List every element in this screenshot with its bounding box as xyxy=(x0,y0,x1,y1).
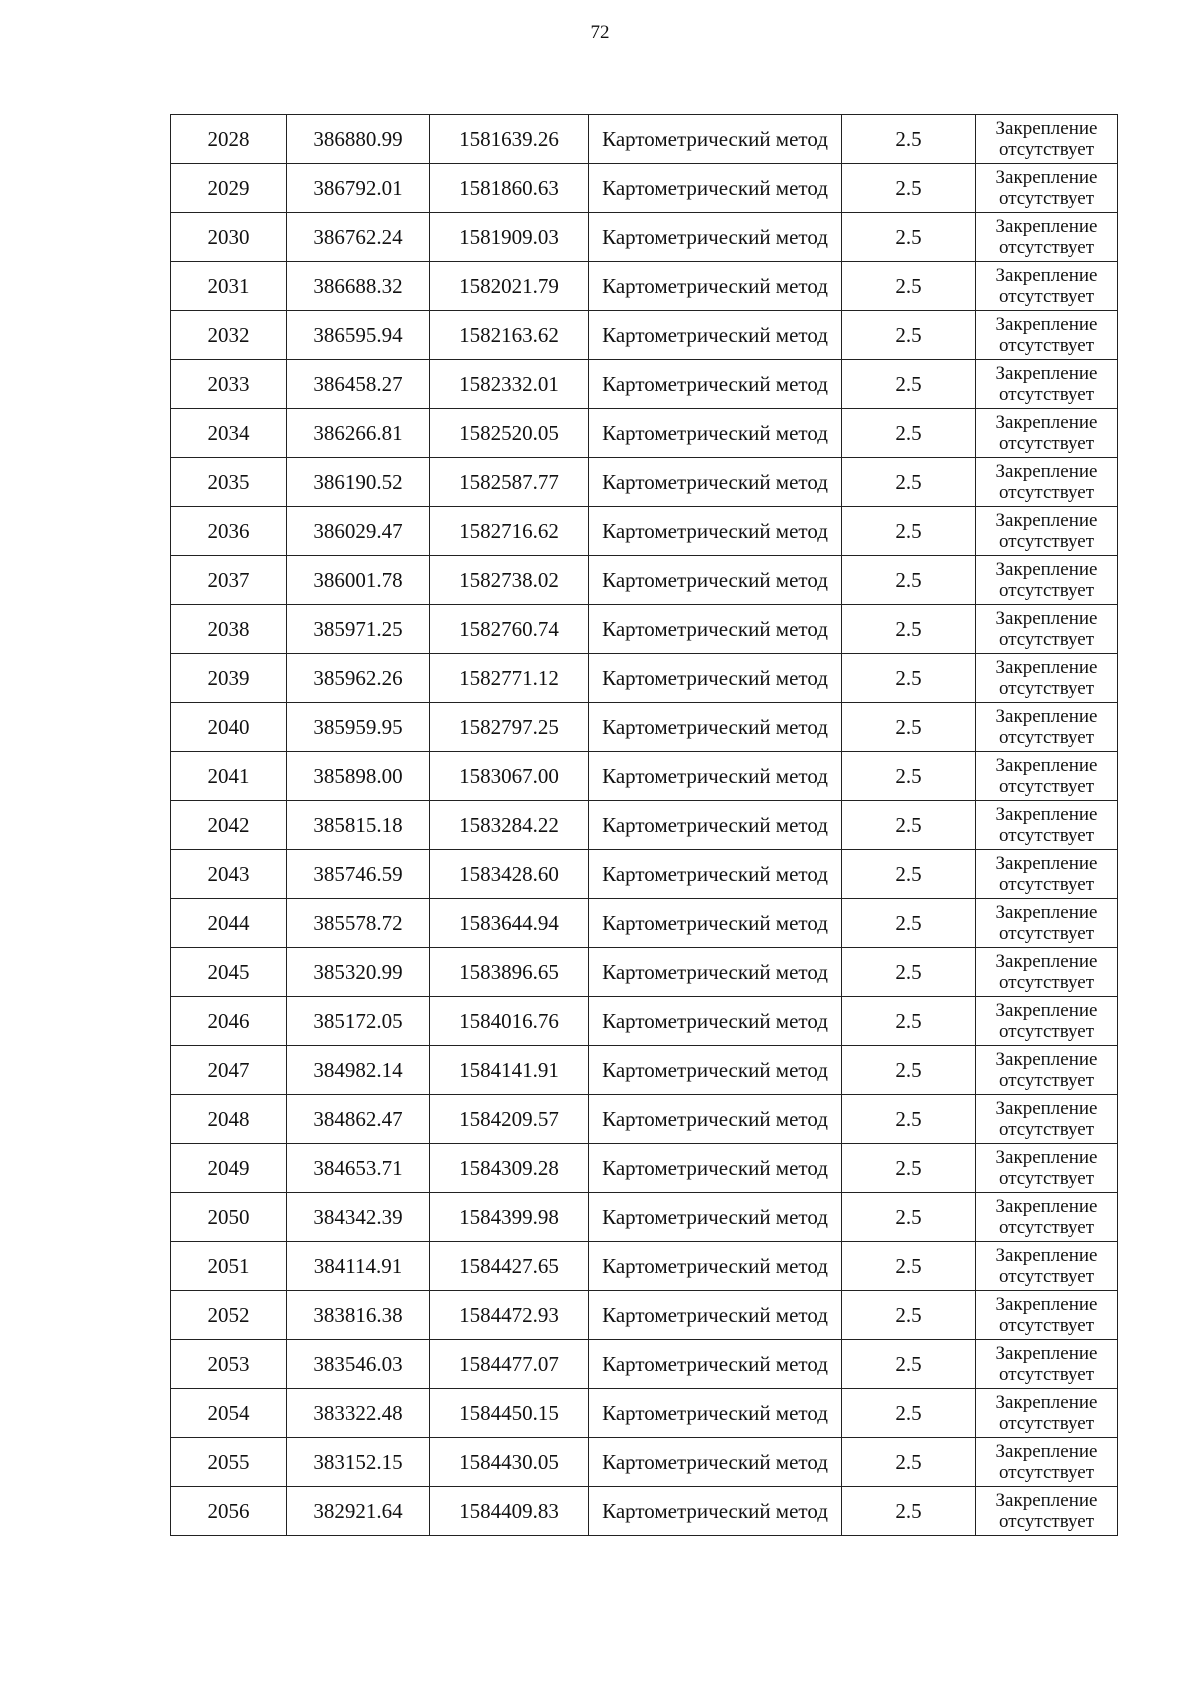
coordinate-x-cell: 383816.38 xyxy=(287,1291,430,1340)
point-number-cell: 2056 xyxy=(171,1487,287,1536)
fixing-status-cell xyxy=(976,1340,1118,1389)
fixing-status-line: Закрепление xyxy=(995,754,1098,776)
fixing-status-line: Закрепление xyxy=(995,117,1098,139)
fixing-status-line: отсутствует xyxy=(998,1315,1095,1336)
accuracy-cell: 2.5 xyxy=(842,850,976,899)
fixing-status-cell xyxy=(976,164,1118,213)
fixing-status-cell xyxy=(976,801,1118,850)
method-cell: Картометрический метод xyxy=(589,458,842,507)
fixing-status-line: отсутствует xyxy=(998,1021,1095,1042)
coordinate-y-cell: 1584472.93 xyxy=(430,1291,589,1340)
table-row xyxy=(171,997,1118,1046)
coordinate-y-cell: 1581639.26 xyxy=(430,115,589,164)
fixing-status-line: Закрепление xyxy=(995,1048,1098,1070)
fixing-status-cell xyxy=(976,899,1118,948)
accuracy-cell: 2.5 xyxy=(842,654,976,703)
fixing-status-line: отсутствует xyxy=(998,1070,1095,1091)
coordinate-x-cell: 385962.26 xyxy=(287,654,430,703)
method-cell: Картометрический метод xyxy=(589,1291,842,1340)
coordinate-x-cell: 384653.71 xyxy=(287,1144,430,1193)
coordinate-y-cell: 1584016.76 xyxy=(430,997,589,1046)
accuracy-cell: 2.5 xyxy=(842,1340,976,1389)
fixing-status-line: Закрепление xyxy=(995,950,1098,972)
fixing-status-line: отсутствует xyxy=(998,482,1095,503)
point-number-cell: 2049 xyxy=(171,1144,287,1193)
coordinate-x-cell: 385898.00 xyxy=(287,752,430,801)
coordinate-x-cell: 386762.24 xyxy=(287,213,430,262)
coordinate-x-cell: 385959.95 xyxy=(287,703,430,752)
point-number-cell: 2052 xyxy=(171,1291,287,1340)
table-row xyxy=(171,1438,1118,1487)
fixing-status-line: отсутствует xyxy=(998,972,1095,993)
fixing-status-cell xyxy=(976,1389,1118,1438)
fixing-status-cell xyxy=(976,213,1118,262)
coordinate-y-cell: 1582021.79 xyxy=(430,262,589,311)
coordinate-x-cell: 386029.47 xyxy=(287,507,430,556)
coordinate-x-cell: 386880.99 xyxy=(287,115,430,164)
accuracy-cell: 2.5 xyxy=(842,213,976,262)
fixing-status-line: Закрепление xyxy=(995,1391,1098,1413)
coordinate-y-cell: 1583067.00 xyxy=(430,752,589,801)
fixing-status-line: отсутствует xyxy=(998,874,1095,895)
method-cell: Картометрический метод xyxy=(589,213,842,262)
table-row xyxy=(171,654,1118,703)
fixing-status-line: отсутствует xyxy=(998,825,1095,846)
fixing-status-line: отсутствует xyxy=(998,188,1095,209)
fixing-status-line: Закрепление xyxy=(995,460,1098,482)
point-number-cell: 2031 xyxy=(171,262,287,311)
method-cell: Картометрический метод xyxy=(589,752,842,801)
accuracy-cell: 2.5 xyxy=(842,752,976,801)
accuracy-cell: 2.5 xyxy=(842,507,976,556)
accuracy-cell: 2.5 xyxy=(842,1389,976,1438)
point-number-cell: 2036 xyxy=(171,507,287,556)
accuracy-cell: 2.5 xyxy=(842,1242,976,1291)
fixing-status-line: отсутствует xyxy=(998,384,1095,405)
table-row xyxy=(171,360,1118,409)
fixing-status-cell xyxy=(976,997,1118,1046)
coordinate-y-cell: 1584477.07 xyxy=(430,1340,589,1389)
method-cell: Картометрический метод xyxy=(589,850,842,899)
coordinate-y-cell: 1584409.83 xyxy=(430,1487,589,1536)
table-row xyxy=(171,164,1118,213)
accuracy-cell: 2.5 xyxy=(842,1095,976,1144)
coordinate-y-cell: 1582771.12 xyxy=(430,654,589,703)
method-cell: Картометрический метод xyxy=(589,1193,842,1242)
fixing-status-line: отсутствует xyxy=(998,139,1095,160)
coordinate-y-cell: 1582716.62 xyxy=(430,507,589,556)
fixing-status-line: отсутствует xyxy=(998,1413,1095,1434)
coordinate-x-cell: 386458.27 xyxy=(287,360,430,409)
fixing-status-cell xyxy=(976,1487,1118,1536)
table-row xyxy=(171,1291,1118,1340)
coordinate-y-cell: 1583428.60 xyxy=(430,850,589,899)
table-row xyxy=(171,1095,1118,1144)
point-number-cell: 2053 xyxy=(171,1340,287,1389)
coordinate-x-cell: 382921.64 xyxy=(287,1487,430,1536)
point-number-cell: 2037 xyxy=(171,556,287,605)
method-cell: Картометрический метод xyxy=(589,262,842,311)
coordinate-x-cell: 385815.18 xyxy=(287,801,430,850)
point-number-cell: 2054 xyxy=(171,1389,287,1438)
fixing-status-line: Закрепление xyxy=(995,313,1098,335)
point-number-cell: 2034 xyxy=(171,409,287,458)
coordinate-x-cell: 385578.72 xyxy=(287,899,430,948)
accuracy-cell: 2.5 xyxy=(842,997,976,1046)
table-row xyxy=(171,899,1118,948)
table-row xyxy=(171,850,1118,899)
point-number-cell: 2044 xyxy=(171,899,287,948)
method-cell: Картометрический метод xyxy=(589,164,842,213)
accuracy-cell: 2.5 xyxy=(842,458,976,507)
method-cell: Картометрический метод xyxy=(589,1046,842,1095)
fixing-status-line: отсутствует xyxy=(998,923,1095,944)
fixing-status-line: отсутствует xyxy=(998,1462,1095,1483)
fixing-status-line: Закрепление xyxy=(995,1293,1098,1315)
coordinate-y-cell: 1581909.03 xyxy=(430,213,589,262)
method-cell: Картометрический метод xyxy=(589,1144,842,1193)
table-row xyxy=(171,1046,1118,1095)
accuracy-cell: 2.5 xyxy=(842,1193,976,1242)
fixing-status-line: отсутствует xyxy=(998,1364,1095,1385)
fixing-status-line: Закрепление xyxy=(995,215,1098,237)
point-number-cell: 2033 xyxy=(171,360,287,409)
table-row xyxy=(171,1144,1118,1193)
accuracy-cell: 2.5 xyxy=(842,899,976,948)
coordinate-y-cell: 1582163.62 xyxy=(430,311,589,360)
table-row xyxy=(171,1389,1118,1438)
method-cell: Картометрический метод xyxy=(589,1438,842,1487)
table-row xyxy=(171,213,1118,262)
coordinate-x-cell: 383546.03 xyxy=(287,1340,430,1389)
coordinate-x-cell: 386001.78 xyxy=(287,556,430,605)
fixing-status-cell xyxy=(976,1144,1118,1193)
accuracy-cell: 2.5 xyxy=(842,115,976,164)
method-cell: Картометрический метод xyxy=(589,556,842,605)
method-cell: Картометрический метод xyxy=(589,507,842,556)
table-row xyxy=(171,752,1118,801)
point-number-cell: 2029 xyxy=(171,164,287,213)
point-number-cell: 2030 xyxy=(171,213,287,262)
fixing-status-line: отсутствует xyxy=(998,433,1095,454)
point-number-cell: 2045 xyxy=(171,948,287,997)
method-cell: Картометрический метод xyxy=(589,1242,842,1291)
fixing-status-line: Закрепление xyxy=(995,558,1098,580)
table-row xyxy=(171,409,1118,458)
accuracy-cell: 2.5 xyxy=(842,1291,976,1340)
accuracy-cell: 2.5 xyxy=(842,262,976,311)
table-row xyxy=(171,311,1118,360)
coordinate-y-cell: 1581860.63 xyxy=(430,164,589,213)
fixing-status-cell xyxy=(976,1193,1118,1242)
coordinate-y-cell: 1583284.22 xyxy=(430,801,589,850)
method-cell: Картометрический метод xyxy=(589,1487,842,1536)
fixing-status-line: отсутствует xyxy=(998,335,1095,356)
point-number-cell: 2041 xyxy=(171,752,287,801)
fixing-status-cell xyxy=(976,1046,1118,1095)
fixing-status-line: Закрепление xyxy=(995,803,1098,825)
fixing-status-line: Закрепление xyxy=(995,852,1098,874)
method-cell: Картометрический метод xyxy=(589,948,842,997)
point-number-cell: 2046 xyxy=(171,997,287,1046)
coordinate-x-cell: 384114.91 xyxy=(287,1242,430,1291)
table-row xyxy=(171,1340,1118,1389)
coordinate-y-cell: 1584399.98 xyxy=(430,1193,589,1242)
fixing-status-line: отсутствует xyxy=(998,531,1095,552)
coordinate-y-cell: 1584309.28 xyxy=(430,1144,589,1193)
coordinate-y-cell: 1582797.25 xyxy=(430,703,589,752)
fixing-status-line: Закрепление xyxy=(995,607,1098,629)
fixing-status-line: Закрепление xyxy=(995,999,1098,1021)
fixing-status-cell xyxy=(976,1438,1118,1487)
method-cell: Картометрический метод xyxy=(589,360,842,409)
point-number-cell: 2047 xyxy=(171,1046,287,1095)
fixing-status-cell xyxy=(976,409,1118,458)
method-cell: Картометрический метод xyxy=(589,311,842,360)
method-cell: Картометрический метод xyxy=(589,654,842,703)
fixing-status-cell xyxy=(976,850,1118,899)
fixing-status-cell xyxy=(976,360,1118,409)
fixing-status-line: отсутствует xyxy=(998,1168,1095,1189)
point-number-cell: 2040 xyxy=(171,703,287,752)
accuracy-cell: 2.5 xyxy=(842,164,976,213)
table-row xyxy=(171,507,1118,556)
accuracy-cell: 2.5 xyxy=(842,948,976,997)
fixing-status-line: Закрепление xyxy=(995,1244,1098,1266)
coordinate-x-cell: 383152.15 xyxy=(287,1438,430,1487)
coordinate-y-cell: 1583644.94 xyxy=(430,899,589,948)
table-row xyxy=(171,115,1118,164)
fixing-status-line: Закрепление xyxy=(995,362,1098,384)
coordinate-y-cell: 1584427.65 xyxy=(430,1242,589,1291)
point-number-cell: 2043 xyxy=(171,850,287,899)
table-row xyxy=(171,1487,1118,1536)
fixing-status-line: Закрепление xyxy=(995,1489,1098,1511)
accuracy-cell: 2.5 xyxy=(842,605,976,654)
fixing-status-cell xyxy=(976,458,1118,507)
method-cell: Картометрический метод xyxy=(589,605,842,654)
coordinate-x-cell: 384982.14 xyxy=(287,1046,430,1095)
coordinate-y-cell: 1582738.02 xyxy=(430,556,589,605)
coordinate-x-cell: 384862.47 xyxy=(287,1095,430,1144)
coordinate-x-cell: 386190.52 xyxy=(287,458,430,507)
fixing-status-line: отсутствует xyxy=(998,580,1095,601)
fixing-status-line: отсутствует xyxy=(998,1266,1095,1287)
coordinate-y-cell: 1583896.65 xyxy=(430,948,589,997)
fixing-status-cell xyxy=(976,654,1118,703)
coordinate-x-cell: 385320.99 xyxy=(287,948,430,997)
fixing-status-cell xyxy=(976,752,1118,801)
fixing-status-cell xyxy=(976,948,1118,997)
fixing-status-line: Закрепление xyxy=(995,705,1098,727)
accuracy-cell: 2.5 xyxy=(842,1046,976,1095)
table-row xyxy=(171,1242,1118,1291)
point-number-cell: 2039 xyxy=(171,654,287,703)
method-cell: Картометрический метод xyxy=(589,703,842,752)
point-number-cell: 2035 xyxy=(171,458,287,507)
fixing-status-line: отсутствует xyxy=(998,237,1095,258)
method-cell: Картометрический метод xyxy=(589,1340,842,1389)
page-number: 72 xyxy=(590,22,610,43)
fixing-status-cell xyxy=(976,605,1118,654)
point-number-cell: 2051 xyxy=(171,1242,287,1291)
method-cell: Картометрический метод xyxy=(589,1389,842,1438)
fixing-status-line: Закрепление xyxy=(995,1342,1098,1364)
fixing-status-cell xyxy=(976,115,1118,164)
fixing-status-line: отсутствует xyxy=(998,1511,1095,1532)
coordinate-x-cell: 386266.81 xyxy=(287,409,430,458)
method-cell: Картометрический метод xyxy=(589,997,842,1046)
table-row xyxy=(171,605,1118,654)
fixing-status-line: отсутствует xyxy=(998,727,1095,748)
point-number-cell: 2050 xyxy=(171,1193,287,1242)
fixing-status-cell xyxy=(976,1095,1118,1144)
fixing-status-line: Закрепление xyxy=(995,509,1098,531)
method-cell: Картометрический метод xyxy=(589,801,842,850)
coordinate-y-cell: 1584141.91 xyxy=(430,1046,589,1095)
coordinate-y-cell: 1584450.15 xyxy=(430,1389,589,1438)
fixing-status-cell xyxy=(976,556,1118,605)
coordinate-y-cell: 1582520.05 xyxy=(430,409,589,458)
coordinate-x-cell: 383322.48 xyxy=(287,1389,430,1438)
fixing-status-line: отсутствует xyxy=(998,776,1095,797)
point-number-cell: 2028 xyxy=(171,115,287,164)
table-row xyxy=(171,262,1118,311)
accuracy-cell: 2.5 xyxy=(842,1438,976,1487)
fixing-status-line: отсутствует xyxy=(998,629,1095,650)
coordinates-table-body xyxy=(171,115,1118,1536)
table-row xyxy=(171,1193,1118,1242)
fixing-status-line: Закрепление xyxy=(995,166,1098,188)
accuracy-cell: 2.5 xyxy=(842,1144,976,1193)
fixing-status-line: Закрепление xyxy=(995,656,1098,678)
coordinates-table xyxy=(170,114,1118,1536)
fixing-status-cell xyxy=(976,262,1118,311)
table-row xyxy=(171,556,1118,605)
fixing-status-line: Закрепление xyxy=(995,1195,1098,1217)
point-number-cell: 2055 xyxy=(171,1438,287,1487)
method-cell: Картометрический метод xyxy=(589,899,842,948)
accuracy-cell: 2.5 xyxy=(842,409,976,458)
point-number-cell: 2042 xyxy=(171,801,287,850)
accuracy-cell: 2.5 xyxy=(842,311,976,360)
coordinate-y-cell: 1582587.77 xyxy=(430,458,589,507)
fixing-status-line: отсутствует xyxy=(998,1119,1095,1140)
fixing-status-line: Закрепление xyxy=(995,1097,1098,1119)
fixing-status-line: Закрепление xyxy=(995,264,1098,286)
fixing-status-line: Закрепление xyxy=(995,1440,1098,1462)
accuracy-cell: 2.5 xyxy=(842,801,976,850)
table-row xyxy=(171,801,1118,850)
fixing-status-cell xyxy=(976,703,1118,752)
accuracy-cell: 2.5 xyxy=(842,360,976,409)
coordinate-x-cell: 384342.39 xyxy=(287,1193,430,1242)
fixing-status-line: отсутствует xyxy=(998,286,1095,307)
point-number-cell: 2038 xyxy=(171,605,287,654)
point-number-cell: 2048 xyxy=(171,1095,287,1144)
method-cell: Картометрический метод xyxy=(589,115,842,164)
coordinate-y-cell: 1582760.74 xyxy=(430,605,589,654)
fixing-status-cell xyxy=(976,507,1118,556)
fixing-status-cell xyxy=(976,1242,1118,1291)
accuracy-cell: 2.5 xyxy=(842,1487,976,1536)
fixing-status-cell xyxy=(976,1291,1118,1340)
table-row xyxy=(171,948,1118,997)
coordinate-x-cell: 385746.59 xyxy=(287,850,430,899)
table-row xyxy=(171,458,1118,507)
coordinate-y-cell: 1584209.57 xyxy=(430,1095,589,1144)
coordinate-x-cell: 386792.01 xyxy=(287,164,430,213)
table-row xyxy=(171,703,1118,752)
method-cell: Картометрический метод xyxy=(589,409,842,458)
coordinate-x-cell: 385172.05 xyxy=(287,997,430,1046)
coordinate-x-cell: 385971.25 xyxy=(287,605,430,654)
fixing-status-line: Закрепление xyxy=(995,1146,1098,1168)
accuracy-cell: 2.5 xyxy=(842,703,976,752)
fixing-status-cell xyxy=(976,311,1118,360)
fixing-status-line: отсутствует xyxy=(998,678,1095,699)
coordinate-x-cell: 386595.94 xyxy=(287,311,430,360)
point-number-cell: 2032 xyxy=(171,311,287,360)
fixing-status-line: Закрепление xyxy=(995,901,1098,923)
coordinate-y-cell: 1584430.05 xyxy=(430,1438,589,1487)
fixing-status-line: отсутствует xyxy=(998,1217,1095,1238)
fixing-status-line: Закрепление xyxy=(995,411,1098,433)
method-cell: Картометрический метод xyxy=(589,1095,842,1144)
coordinate-x-cell: 386688.32 xyxy=(287,262,430,311)
accuracy-cell: 2.5 xyxy=(842,556,976,605)
coordinate-y-cell: 1582332.01 xyxy=(430,360,589,409)
